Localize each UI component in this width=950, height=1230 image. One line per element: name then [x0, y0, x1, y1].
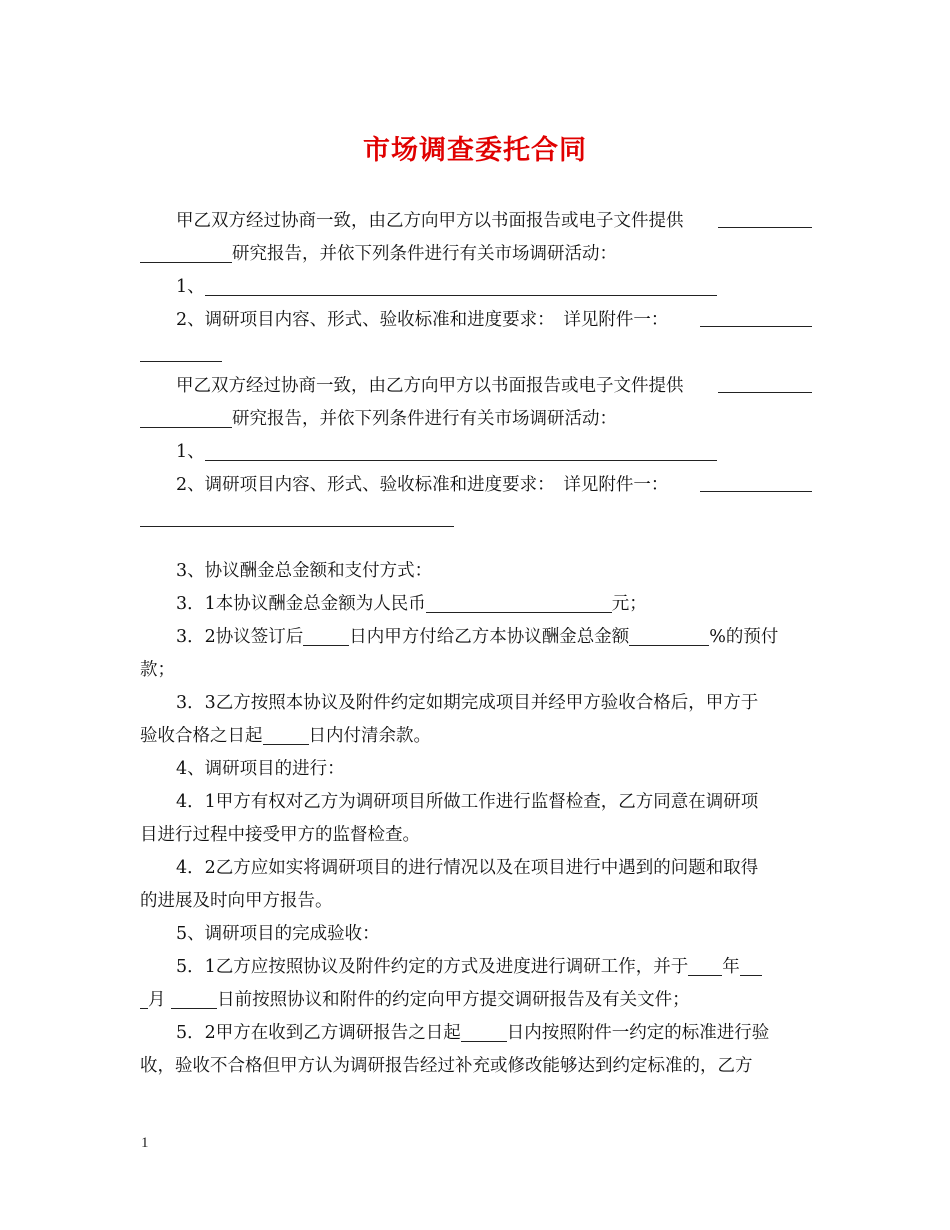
- section-heading: 3、协议酬金总金额和支付方式：: [176, 561, 433, 581]
- section-heading: 5、调研项目的完成验收：: [176, 924, 380, 944]
- text-span: 研究报告，并依下列条件进行有关市场调研活动：: [232, 244, 617, 264]
- text-span: 3．2协议签订后: [176, 627, 304, 647]
- text-span: 2、调研项目内容、形式、验收标准和进度要求： 详见附件一：: [176, 310, 669, 330]
- text-span: 5．1乙方应按照协议及附件约定的方式及进度进行调研工作，并于: [176, 957, 689, 977]
- paragraph-line: [140, 720, 812, 753]
- blank-underline: [426, 590, 612, 613]
- paragraph-line: [140, 1017, 812, 1050]
- blank-underline: [718, 370, 812, 393]
- text-span: 验收合格之日起: [140, 726, 263, 746]
- text-span: 日内付清余款。: [308, 726, 431, 746]
- text-span: 5．2甲方在收到乙方调研报告之日起: [176, 1023, 461, 1043]
- text-span: %的预付: [709, 627, 779, 647]
- text-span: 1、: [176, 277, 205, 297]
- text-span: 年: [722, 957, 740, 977]
- paragraph-line: 3．3乙方按照本协议及附件约定如期完成项目并经甲方验收合格后，甲方于: [176, 693, 759, 713]
- blank-underline: [718, 205, 812, 228]
- paragraph-line: [140, 436, 812, 469]
- blank-underline: [205, 273, 717, 296]
- paragraph-line: 目进行过程中接受甲方的监督检查。: [140, 825, 420, 845]
- paragraph-line: 收，验收不合格但甲方认为调研报告经过补充或修改能够达到约定标准的，乙方: [140, 1056, 753, 1076]
- paragraph-line: [140, 337, 812, 370]
- page-number: 1: [141, 1135, 149, 1151]
- text-span: 3．1本协议酬金总金额为人民币: [176, 594, 426, 614]
- paragraph-line: [140, 984, 812, 1017]
- document-title: 市场调查委托合同: [363, 135, 587, 166]
- paragraph-line: [140, 502, 812, 535]
- paragraph-line: 的进展及时向甲方报告。: [140, 891, 333, 911]
- paragraph-line: [140, 469, 812, 502]
- text-span: 甲乙双方经过协商一致，由乙方向甲方以书面报告或电子文件提供: [176, 211, 684, 231]
- paragraph-line: [140, 238, 812, 271]
- text-span: 日前按照协议和附件的约定向甲方提交调研报告及有关文件；: [217, 990, 690, 1010]
- text-span: 甲乙双方经过协商一致，由乙方向甲方以书面报告或电子文件提供: [176, 376, 684, 396]
- blank-underline: [140, 504, 454, 527]
- paragraph-line: [140, 403, 812, 436]
- blank-underline: [205, 438, 717, 461]
- paragraph-line: [140, 304, 812, 337]
- blank-underline: [303, 623, 349, 646]
- blank-underline: [688, 953, 722, 976]
- blank-underline: [700, 304, 812, 327]
- blank-underline: [700, 469, 812, 492]
- blank-underline: [740, 953, 762, 976]
- paragraph-line: 款；: [140, 660, 175, 680]
- blank-underline: [140, 405, 232, 428]
- blank-underline: [171, 986, 217, 1009]
- blank-underline: [140, 339, 222, 362]
- text-span: 日内甲方付给乙方本协议酬金总金额: [349, 627, 630, 647]
- paragraph-line: [140, 588, 812, 621]
- blank-underline: [140, 240, 232, 263]
- text-span: 研究报告，并依下列条件进行有关市场调研活动：: [232, 409, 617, 429]
- paragraph-line: [140, 621, 812, 654]
- blank-underline: [263, 722, 309, 745]
- document-body: [140, 205, 812, 1083]
- text-span: 1、: [176, 442, 205, 462]
- paragraph-line: [140, 205, 812, 238]
- blank-underline: [140, 986, 148, 1009]
- section-heading: 4、调研项目的进行：: [176, 759, 345, 779]
- paragraph-line: 4．2乙方应如实将调研项目的进行情况以及在项目进行中遇到的问题和取得: [176, 858, 759, 878]
- blank-underline: [629, 623, 709, 646]
- paragraph-line: 4．1甲方有权对乙方为调研项目所做工作进行监督检查，乙方同意在调研项: [176, 792, 759, 812]
- blank-underline: [461, 1019, 507, 1042]
- paragraph-line: [140, 951, 812, 984]
- text-span: 元；: [611, 594, 647, 614]
- text-span: 日内按照附件一约定的标准进行验: [506, 1023, 770, 1043]
- text-span: 月: [148, 990, 166, 1010]
- paragraph-line: [140, 370, 812, 403]
- text-span: 2、调研项目内容、形式、验收标准和进度要求： 详见附件一：: [176, 475, 669, 495]
- paragraph-line: [140, 271, 812, 304]
